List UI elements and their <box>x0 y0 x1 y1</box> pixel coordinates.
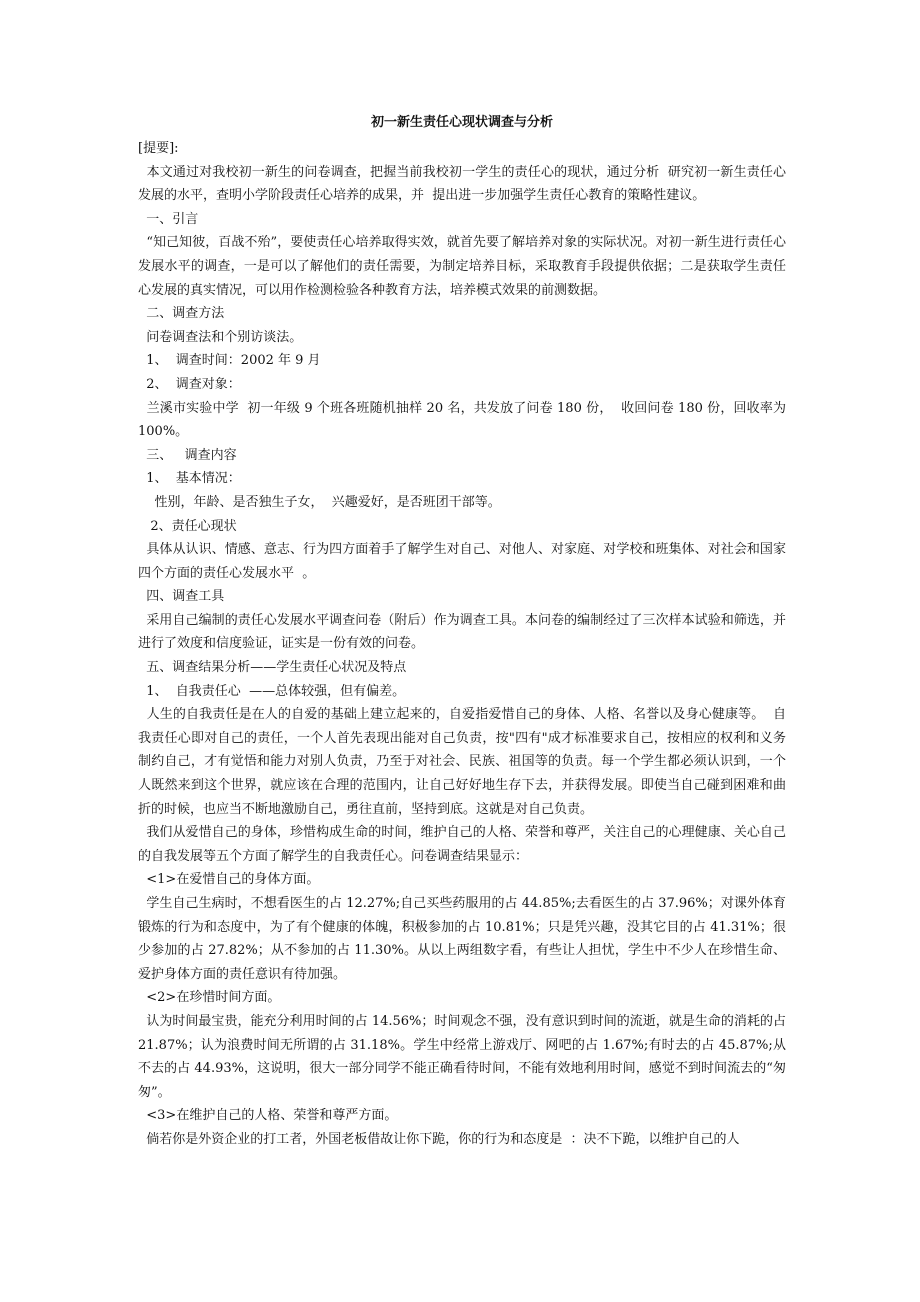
responsibility-status-paragraph: 具体从认识、情感、意志、行为四方面着手了解学生对自己、对他人、对家庭、对学校和班集体、对社会和国家四个方面的责任心发展水平 。 <box>138 542 786 581</box>
summary-paragraph: 本文通过对我校初一新生的问卷调查，把握当前我校初一学生的责任心的现状，通过分析 研究初一新生责任心发展的水平，查明小学阶段责任心培养的成果，并 提出进一步加强学生责任心教育的策略性建议。 <box>138 164 787 204</box>
survey-subject-label: 2、 调查对象： <box>138 376 241 392</box>
section-heading-method: 二、调查方法 <box>138 306 225 322</box>
body-care-paragraph: 学生自己生病时，不想看医生的占 12.27%;自己买些药服用的占 44.85%;去看医生的占 37.96%；对课外体育锻炼的行为和态度中，为了有个健康的体魄，积极参加的占 10.81%；只是凭兴趣，没其它目的占 41.31%；很少参加的占 27.82%；从不参加的占 11.30%。从以上两组数字看，有些让人担忧，学生中不少人在珍惜生命、爱护身体方面的责任意识有待加强。 <box>138 896 786 982</box>
survey-time: 1、 调查时间：2002 年 9 月 <box>138 353 321 369</box>
tools-paragraph: 采用自己编制的责任心发展水平调查问卷（附后）作为调查工具。本问卷的编制经过了三次样本试验和筛选，并进行了效度和信度验证，证实是一份有效的问卷。 <box>138 612 786 652</box>
time-paragraph: 认为时间最宝贵，能充分利用时间的占 14.56%；时间观念不强，没有意识到时间的流逝，就是生命的消耗的占 21.87%；认为浪费时间无所谓的占 31.18%。学生中经常上游戏厅、网吧的占 1.67%;有时去的占 45.87%;从不去的占 44.93%，这说明，很大一部分同学不能正确看待时间，不能有效地利用时间，感觉不到时间流去的“匆匆”。 <box>138 1013 791 1100</box>
document-title: 初一新生责任心现状调查与分析 <box>370 115 553 130</box>
survey-subject-paragraph: 兰溪市实验中学 初一年级 9 个班各班随机抽样 20 名，共发放了问卷 180 份， 收回问卷 180 份，回收率为 100%。 <box>138 400 791 440</box>
section-heading-results: 五、调查结果分析——学生责任心状况及特点 <box>138 660 407 676</box>
five-aspects-paragraph: 我们从爱惜自己的身体，珍惜构成生命的时间，维护自己的人格、荣誉和尊严，关注自己的心理健康、关心自己的自我发展等五个方面了解学生的自我责任心。问卷调查结果显示： <box>138 825 786 864</box>
section-heading-tools: 四、调查工具 <box>138 589 225 605</box>
introduction-paragraph: “知己知彼，百战不殆”，要使责任心培养取得实效，就首先要了解培养对象的实际状况。对初一新生进行责任心发展水平的调查，一是可以了解他们的责任需要，为制定培养目标，采取教育手段提供依据；二是获取学生责任心发展的真实情况，可以用作检测检验各种教育方法，培养模式效果的前测数据。 <box>138 235 787 298</box>
time-heading: <2>在珍惜时间方面。 <box>138 990 281 1006</box>
responsibility-status-label: 2、责任心现状 <box>138 518 237 534</box>
dignity-heading: <3>在维护自己的人格、荣誉和尊严方面。 <box>138 1108 398 1124</box>
basic-info-label: 1、 基本情况： <box>138 471 241 487</box>
dignity-paragraph: 倘若你是外资企业的打工者，外国老板借故让你下跪，你的行为和态度是 ：决不下跪，以维护自己的人 <box>138 1131 740 1147</box>
summary-heading: [提要]: <box>138 141 179 156</box>
basic-info-paragraph: 性别，年龄、是否独生子女， 兴趣爱好，是否班团干部等。 <box>138 494 501 510</box>
self-responsibility-paragraph: 人生的自我责任是在人的自爱的基础上建立起来的，自爱指爱惜自己的身体、人格、名誉以及身心健康等。 自我责任心即对自己的责任，一个人首先表现出能对自己负责，按"四有"成才标准要求自己，按相应的权利和义务制约自己，才有觉悟和能力对别人负责，乃至于对社会、民族、祖国等的负责。每一个学生都必须认识到，一个人既然来到这个世界，就应该在合理的范围内，让自己好好地生存下去，并获得发展。即使当自己碰到困难和曲折的时候，也应当不断地激励自己，勇往直前，坚持到底。这就是对自己负责。 <box>138 707 787 817</box>
section-heading-introduction: 一、引言 <box>138 211 199 227</box>
document-body <box>138 137 791 1152</box>
body-care-heading: <1>在爱惜自己的身体方面。 <box>138 872 320 888</box>
document-page <box>138 112 791 1152</box>
section-heading-content: 三、 调查内容 <box>138 447 237 463</box>
self-responsibility-heading: 1、 自我责任心 ——总体较强，但有偏差。 <box>138 683 406 699</box>
method-paragraph: 问卷调查法和个别访谈法。 <box>138 329 303 345</box>
